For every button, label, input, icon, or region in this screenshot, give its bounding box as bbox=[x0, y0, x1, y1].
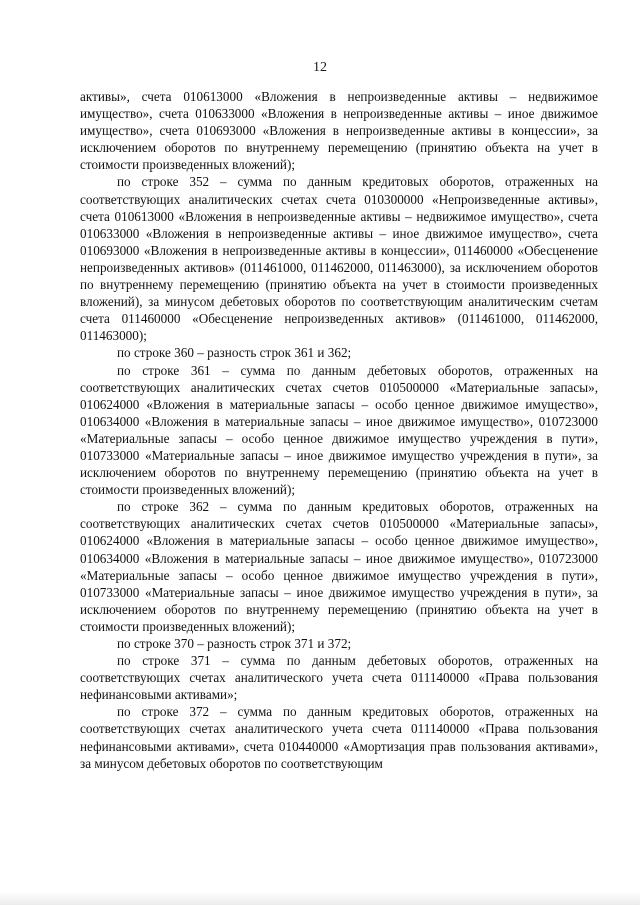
paragraph-line-372: по строке 372 – сумма по данным кредитовых оборотов, отраженных на соответствующих счетах аналитического учета счета 011140000 «Права пользования нефинансовыми активами», счета 010440000 «Амортизация прав пользования активами», за минусом дебетовых оборотов по соответствующим bbox=[80, 704, 598, 771]
page-number: 12 bbox=[313, 60, 327, 75]
paragraph-line-361: по строке 361 – сумма по данным дебетовых оборотов, отраженных на соответствующих аналитических счетах счетов 010500000 «Материальные запасы», 010624000 «Вложения в материальные запасы – особо ценное движимое имущество», 010634000 «Вложения в материальные запасы – иное движимое имущество», 010723000 «Материальные запасы – особо ценное движимое имущество учреждения в пути», 010733000 «Материальные запасы – иное движимое имущество учреждения в пути», за исключением оборотов по внутреннему перемещению (принятию объекта на учет в стоимости произведенных вложений); bbox=[80, 362, 598, 498]
paragraph-line-360: по строке 360 – разность строк 361 и 362; bbox=[117, 345, 352, 361]
scan-bottom-edge bbox=[0, 891, 640, 905]
document-body bbox=[80, 88, 598, 772]
paragraph-line-352: по строке 352 – сумма по данным кредитовых оборотов, отраженных на соответствующих аналитических счетах счета 010300000 «Непроизведенные активы», счета 010613000 «Вложения в непроизведенные активы – недвижимое имущество», счета 010633000 «Вложения в непроизведенные активы – иное движимое имущество», счета 010693000 «Вложения в непроизведенные активы в концессии», 011460000 «Обесценение непроизведенных активов» (011461000, 011462000, 011463000), за исключением оборотов по внутреннему перемещению (принятию объекта на учет в стоимости произведенных вложений), за минусом дебетовых оборотов по соответствующим аналитическим счетам счета 011460000 «Обесценение непроизведенных активов» (011461000, 011462000, 011463000); bbox=[80, 174, 598, 344]
paragraph-line-370: по строке 370 – разность строк 371 и 372; bbox=[117, 636, 352, 651]
paragraph-continuation: активы», счета 010613000 «Вложения в непроизведенные активы – недвижимое имущество», счета 010633000 «Вложения в непроизведенные активы – иное движимое имущество», счета 010693000 «Вложения в непроизведенные активы в концессии», за исключением оборотов по внутреннему перемещению (принятию объекта на учет в стоимости произведенных вложений); bbox=[80, 89, 598, 173]
paragraph-line-371: по строке 371 – сумма по данным дебетовых оборотов, отраженных на соответствующих счетах аналитического учета счета 011140000 «Права пользования нефинансовыми активами»; bbox=[80, 653, 598, 703]
paragraph-line-362: по строке 362 – сумма по данным кредитовых оборотов, отраженных на соответствующих аналитических счетах счетов 010500000 «Материальные запасы», 010624000 «Вложения в материальные запасы – особо ценное движимое имущество», 010634000 «Вложения в материальные запасы – иное движимое имущество», 010723000 «Материальные запасы – особо ценное движимое имущество учреждения в пути», 010733000 «Материальные запасы – иное движимое имущество учреждения в пути», за исключением оборотов по внутреннему перемещению (принятию объекта на учет в стоимости произведенных вложений); bbox=[80, 499, 598, 634]
